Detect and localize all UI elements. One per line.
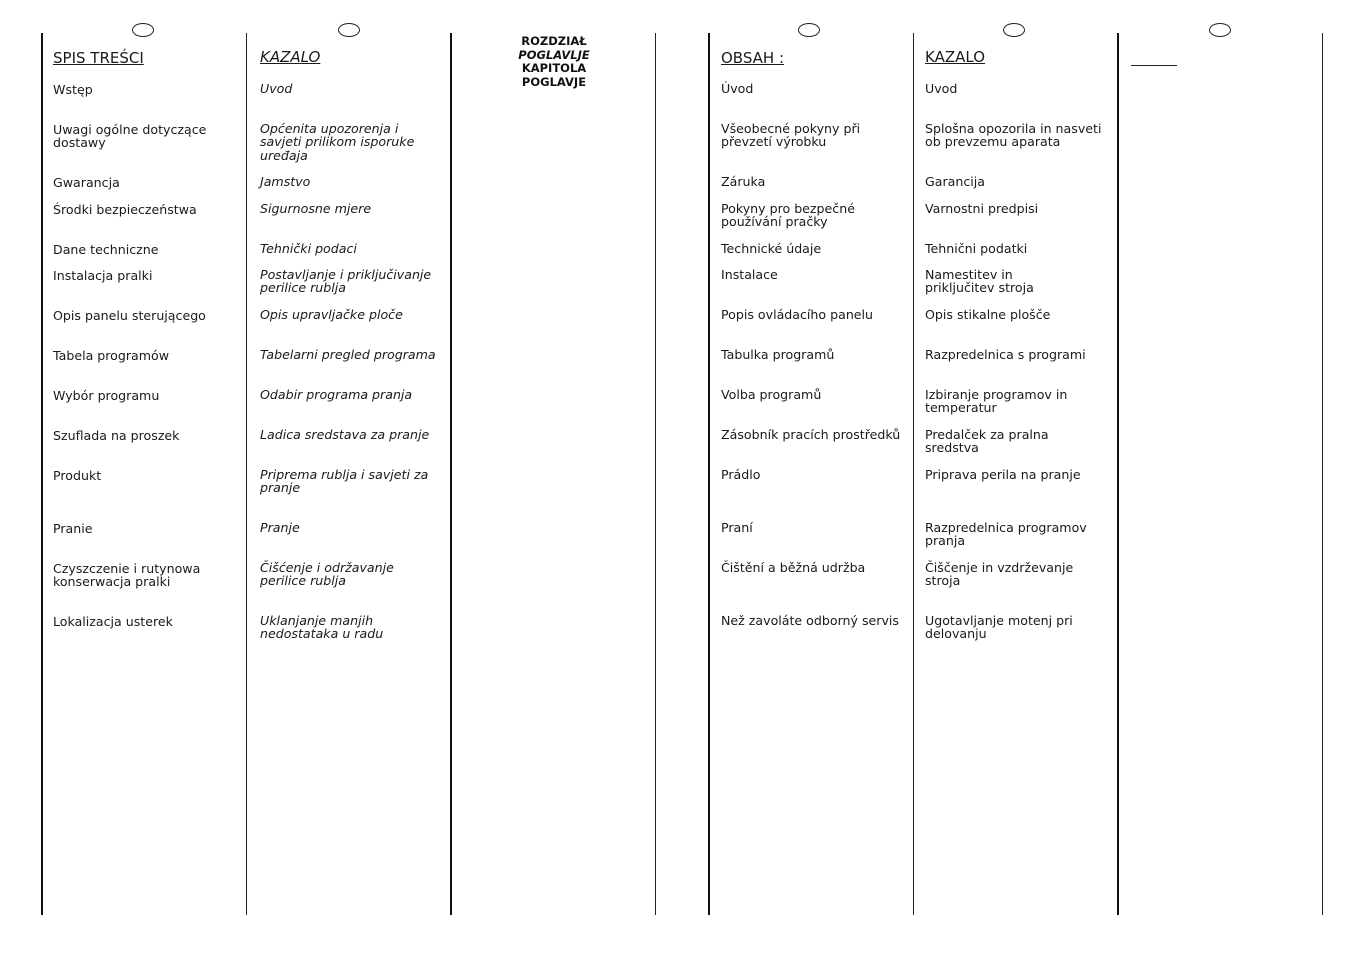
toc-entry: Produkt <box>53 468 102 483</box>
toc-entry: Záruka <box>721 174 766 189</box>
toc-entry: Opis panelu sterującego <box>53 308 206 323</box>
toc-entry: Jamstvo <box>260 174 311 189</box>
column-rule-2 <box>246 33 247 915</box>
blank-heading-line <box>1131 65 1177 66</box>
toc-entry: Čiščenje in vzdrževanje stroja <box>925 560 1074 589</box>
toc-entry: Ugotavljanje motenj pri delovanju <box>925 613 1073 642</box>
toc-entry: Všeobecné pokyny při převzetí výrobku <box>721 121 861 150</box>
chapter-title-pl: ROZDZIAŁ <box>521 34 587 48</box>
toc-entry: Tehnički podaci <box>260 241 357 256</box>
toc-entry: Tehnični podatki <box>925 241 1028 256</box>
toc-entry: Opis stikalne plošče <box>925 307 1051 322</box>
toc-entry: Varnostni predpisi <box>925 201 1039 216</box>
toc-entry: Szuflada na proszek <box>53 428 180 443</box>
toc-entry: Izbiranje programov in temperatur <box>925 387 1068 416</box>
toc-entry: Dane techniczne <box>53 242 159 257</box>
language-oval-1 <box>132 23 154 37</box>
toc-entry: Općenita upozorenja i savjeti prilikom isporuke uređaja <box>260 121 415 163</box>
toc-entry: Prádlo <box>721 467 761 482</box>
language-oval-3 <box>798 23 820 37</box>
toc-entry: Pranje <box>260 520 300 535</box>
toc-entry: Czyszczenie i rutynowa konserwacja pralki <box>53 561 201 590</box>
toc-entry: Tabulka programů <box>721 347 835 362</box>
toc-entry: Tabelarni pregled programa <box>260 347 436 362</box>
language-oval-2 <box>338 23 360 37</box>
toc-entry: Uwagi ogólne dotyczące dostawy <box>53 122 207 151</box>
toc-entry: Uvod <box>925 81 958 96</box>
chapter-title-hr: POGLAVLJE <box>518 47 590 62</box>
toc-entry: Pranie <box>53 521 93 536</box>
toc-entry: Čišćenje i održavanje perilice rublja <box>260 560 394 589</box>
toc-heading: OBSAH : <box>721 49 784 67</box>
language-oval-5 <box>1209 23 1231 37</box>
column-rule-6 <box>913 33 914 915</box>
toc-entry: Popis ovládacího panelu <box>721 307 874 322</box>
toc-entry: Lokalizacja usterek <box>53 614 173 629</box>
column-rule-3 <box>450 33 452 915</box>
toc-entry: Namestitev in priključitev stroja <box>925 267 1034 296</box>
toc-entry: Garancija <box>925 174 985 189</box>
toc-entry: Wybór programu <box>53 388 160 403</box>
toc-entry: Tabela programów <box>53 348 170 363</box>
toc-heading: SPIS TREŚCI <box>53 49 144 67</box>
column-rule-8 <box>1322 33 1323 915</box>
column-rule-7 <box>1117 33 1119 915</box>
language-oval-4 <box>1003 23 1025 37</box>
toc-entry: Wstęp <box>53 82 93 97</box>
toc-entry: Środki bezpieczeństwa <box>53 202 197 217</box>
chapter-title <box>500 35 608 89</box>
chapter-title-cz: KAPITOLA <box>521 61 587 75</box>
toc-entry: Ladica sredstava za pranje <box>260 427 430 442</box>
toc-entry: Priprava perila na pranje <box>925 467 1081 482</box>
toc-entry: Instalace <box>721 267 778 282</box>
toc-entry: Úvod <box>721 81 754 96</box>
toc-entry: Praní <box>721 520 753 535</box>
toc-entry: Čištění a běžná udržba <box>721 560 866 575</box>
toc-entry: Priprema rublja i savjeti za pranje <box>260 467 429 496</box>
toc-entry: Zásobník pracích prostředků <box>721 427 901 442</box>
toc-entry: Volba programů <box>721 387 822 402</box>
toc-entry: Pokyny pro bezpečné používání pračky <box>721 201 855 230</box>
toc-entry: Gwarancja <box>53 175 120 190</box>
toc-entry: Technické údaje <box>721 241 822 256</box>
column-rule-4 <box>655 33 656 915</box>
toc-entry: Uvod <box>260 81 293 96</box>
toc-entry: Odabir programa pranja <box>260 387 413 402</box>
column-rule-1 <box>41 33 43 915</box>
toc-entry: Než zavoláte odborný servis <box>721 613 899 628</box>
column-rule-5 <box>708 33 710 915</box>
chapter-title-sl: POGLAVJE <box>521 74 587 89</box>
toc-entry: Razpredelnica s programi <box>925 347 1086 362</box>
toc-entry: Uklanjanje manjih nedostataka u radu <box>260 613 384 642</box>
toc-entry: Razpredelnica programov pranja <box>925 520 1087 549</box>
toc-entry: Opis upravljačke ploče <box>260 307 403 322</box>
toc-entry: Sigurnosne mjere <box>260 201 372 216</box>
toc-entry: Instalacja pralki <box>53 268 153 283</box>
toc-heading: KAZALO <box>925 48 985 66</box>
toc-entry: Splošna opozorila in nasveti ob prevzemu aparata <box>925 121 1102 150</box>
toc-entry: Postavljanje i priključivanje perilice rublja <box>260 267 432 296</box>
toc-entry: Predalček za pralna sredstva <box>925 427 1049 456</box>
toc-heading: KAZALO <box>260 48 321 66</box>
